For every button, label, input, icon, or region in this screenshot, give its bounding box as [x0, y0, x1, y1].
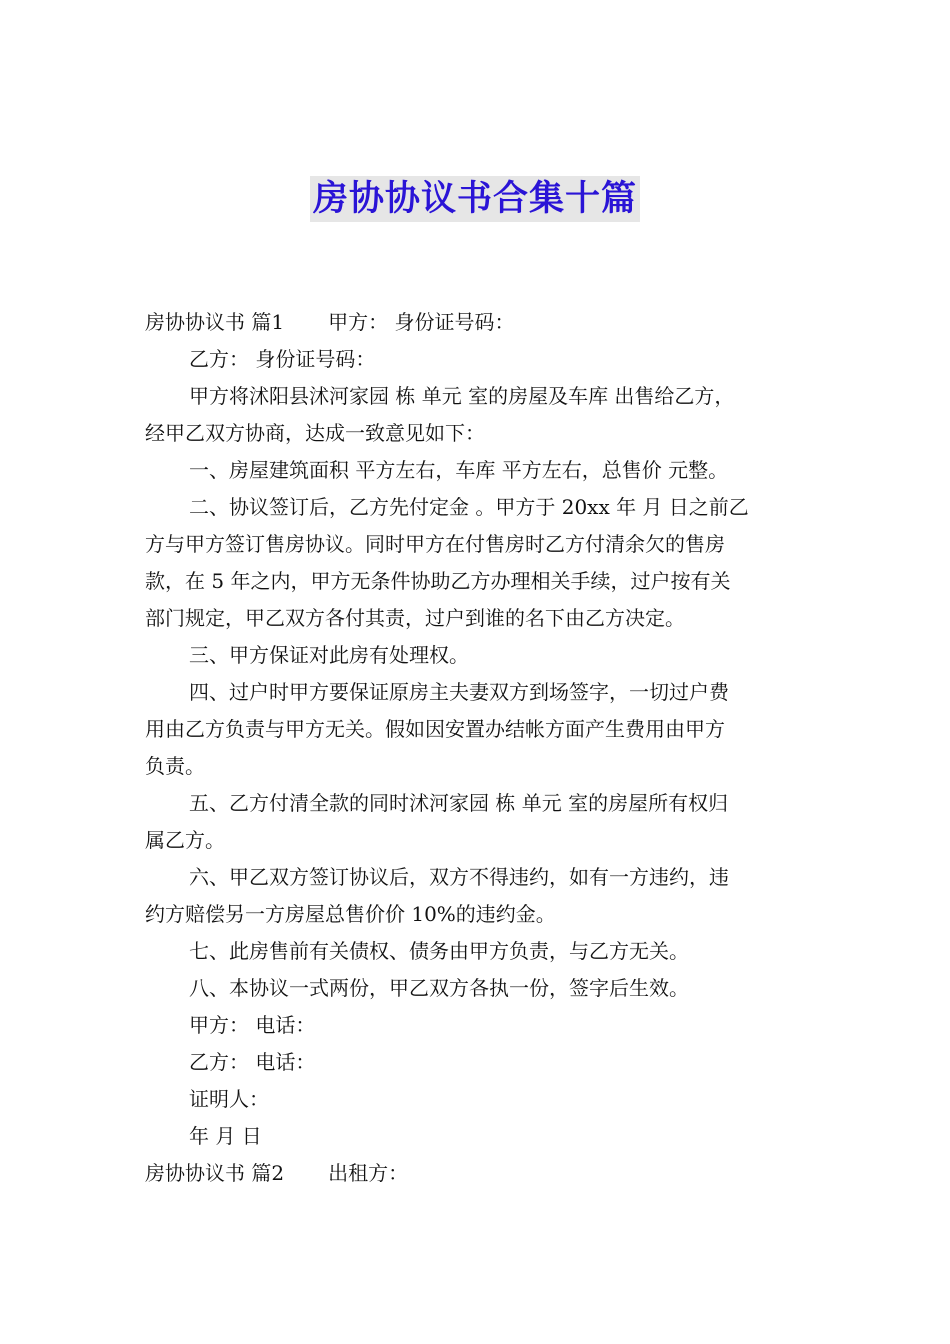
- clause-2-line-4: 部门规定，甲乙双方各付其责，过户到谁的名下由乙方决定。: [145, 606, 685, 630]
- document-title: 房协协议书合集十篇: [310, 176, 640, 222]
- section-2-heading: 房协协议书 篇2: [145, 1161, 285, 1185]
- section-1-heading: 房协协议书 篇1: [145, 310, 285, 334]
- clause-7: 七、此房售前有关债权、债务由甲方负责，与乙方无关。: [189, 939, 689, 963]
- clause-5-line-1: 五、乙方付清全款的同时沭河家园 栋 单元 室的房屋所有权归: [189, 791, 729, 815]
- date-line: 年 月 日: [189, 1124, 262, 1148]
- clause-2-line-3: 款，在 5 年之内，甲方无条件协助乙方办理相关手续，过户按有关: [145, 569, 731, 593]
- clause-6-line-2: 约方赔偿另一方房屋总售价价 10%的违约金。: [145, 902, 556, 926]
- intro-line-1: 甲方将沭阳县沭河家园 栋 单元 室的房屋及车库 出售给乙方，: [189, 384, 735, 408]
- clause-4-line-1: 四、过户时甲方要保证原房主夫妻双方到场签字，一切过户费: [189, 680, 729, 704]
- section-1-heading-line: [145, 304, 810, 341]
- clause-1: 一、房屋建筑面积 平方左右，车库 平方左右，总售价 元整。: [189, 458, 729, 482]
- clause-5-line-2: 属乙方。: [145, 828, 225, 852]
- party-b-id-line: 乙方： 身份证号码：: [189, 347, 376, 371]
- title-container: [0, 176, 950, 222]
- clause-8: 八、本协议一式两份，甲乙双方各执一份，签字后生效。: [189, 976, 689, 1000]
- clause-4-line-3: 负责。: [145, 754, 205, 778]
- party-a-id-line: 甲方： 身份证号码：: [328, 310, 515, 334]
- clause-4-line-2: 用由乙方负责与甲方无关。假如因安置办结帐方面产生费用由甲方: [145, 717, 725, 741]
- clause-3: 三、甲方保证对此房有处理权。: [189, 643, 469, 667]
- section-2-heading-line: [145, 1155, 810, 1192]
- intro-line-2: 经甲乙双方协商，达成一致意见如下：: [145, 421, 485, 445]
- signature-party-b: 乙方： 电话：: [189, 1050, 316, 1074]
- signature-party-a: 甲方： 电话：: [189, 1013, 316, 1037]
- clause-6-line-1: 六、甲乙双方签订协议后，双方不得违约，如有一方违约，违: [189, 865, 729, 889]
- document-body: [145, 304, 810, 1192]
- clause-2-line-2: 方与甲方签订售房协议。同时甲方在付售房时乙方付清余欠的售房: [145, 532, 725, 556]
- lessor-line: 出租方：: [328, 1161, 409, 1185]
- clause-2-line-1: 二、协议签订后，乙方先付定金 。甲方于 20xx 年 月 日之前乙: [189, 495, 749, 519]
- witness-line: 证明人：: [189, 1087, 269, 1111]
